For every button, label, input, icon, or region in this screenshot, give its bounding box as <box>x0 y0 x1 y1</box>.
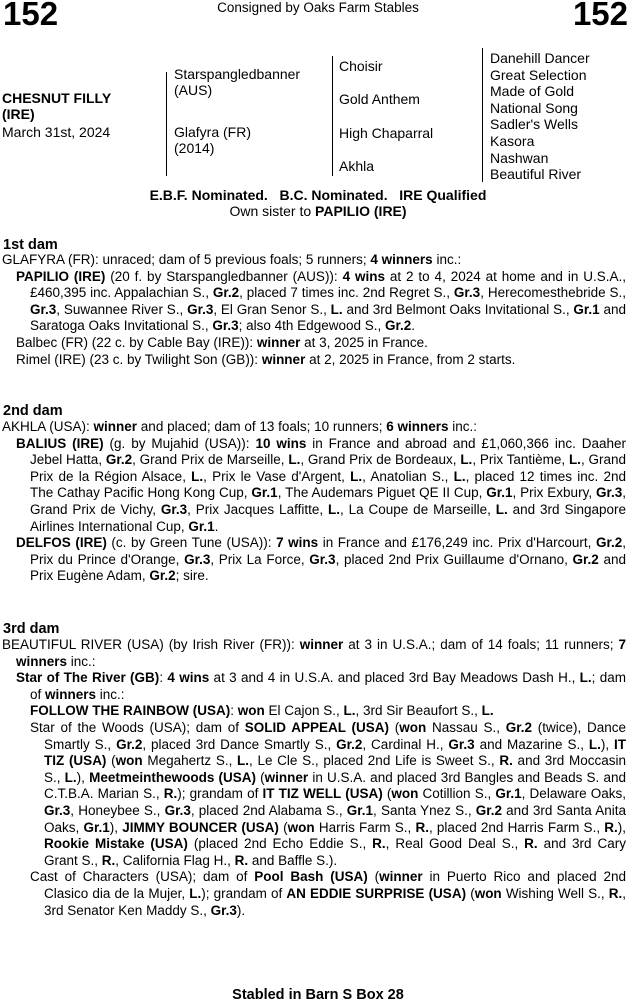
pedigree-dam-dam: Akhla <box>339 158 375 174</box>
pedigree-sire-sire: Choisir <box>339 58 383 74</box>
lot-number-right: 152 <box>572 0 628 32</box>
first-dam-section <box>2 252 626 368</box>
sister-line: Own sister to PAPILIO (IRE) <box>229 203 407 219</box>
lot-number-left: 152 <box>3 0 59 32</box>
pedigree-dam: Glafyra (FR) (2014) <box>174 124 251 156</box>
pedigree-dam-sire: High Chaparral <box>339 125 434 141</box>
first-dam-title: 1st dam <box>3 237 58 253</box>
horse-name-line2: (IRE) <box>2 106 35 122</box>
third-dam-intro: BEAUTIFUL RIVER (USA) (by Irish River (FR)): winner at 3 in U.S.A.; dam of 14 foals; 11 runners; 7 winners inc.: <box>2 637 626 669</box>
second-dam-title: 2nd dam <box>3 403 63 419</box>
produce-record: Star of the Woods (USA); dam of SOLID APPEAL (USA) (won Nassau S., Gr.2 (twice), Dance Smartly S., Gr.2, placed 3rd Dance Smartly S., Gr.2, Cardinal H., Gr.3 and Mazarine S., L.), IT TIZ (USA) (won Megahertz S., L., Le Cle S., placed 2nd Life is Sweet S., R. and 3rd Moccasin S., L.), Meetmeinthewoods (USA) (winner in U.S.A. and placed 3rd Bangles and Beads S. and C.T.B.A. Marian S., R.); grandam of IT TIZ WELL (USA) (won Cotillion S., Gr.1, Delaware Oaks, Gr.3, Honeybee S., Gr.3, placed 2nd Alabama S., Gr.1, Santa Ynez S., Gr.2 and 3rd Santa Anita Oaks, Gr.1), JIMMY BOUNCER (USA) (won Harris Farm S., R., placed 2nd Harris Farm S., R.), Rookie Mistake (USA) (placed 2nd Echo Eddie S., R., Real Good Deal S., R. and 3rd Cary Grant S., R., California Flag H., R. and Baffle S.). <box>30 719 627 868</box>
horse-name-line1: CHESNUT FILLY <box>2 90 112 106</box>
produce-record: BALIUS (IRE) (g. by Mujahid (USA)): 10 wins in France and abroad and £1,060,366 inc. Daaher Jebel Hatta, Gr.2, Grand Prix de Marseille, L., Grand Prix de Bordeaux, L., Prix Tantième, L., Grand Prix de la Région Alsace, L., Prix le Vase d'Argent, L., Anatolian S., L., placed 12 times inc. 2nd The Cathay Pacific Hong Kong Cup, Gr.1, The Audemars Piguet QE II Cup, Gr.1, Prix Exbury, Gr.3, Grand Prix de Vichy, Gr.3, Prix Jacques Laffitte, L., La Coupe de Marseille, L. and 3rd Singapore Airlines International Cup, Gr.1. <box>16 435 626 534</box>
produce-record: FOLLOW THE RAINBOW (USA): won El Cajon S., L., 3rd Sir Beaufort S., L. <box>30 703 494 719</box>
produce-record: Cast of Characters (USA); dam of Pool Bash (USA) (winner in Puerto Rico and placed 2nd Clasico dia de la Mujer, L.); grandam of AN EDDIE SURPRISE (USA) (won Wishing Well S., R., 3rd Senator Ken Maddy S., Gr.3). <box>30 869 627 918</box>
pedigree-divider-3 <box>482 48 483 182</box>
pedigree-sire: Starspangledbanner (AUS) <box>174 66 301 98</box>
pedigree-divider-1 <box>166 72 167 176</box>
pedigree-divider-2 <box>332 56 333 176</box>
consignor: Consigned by Oaks Farm Stables <box>217 0 419 15</box>
third-dam-title: 3rd dam <box>3 621 60 637</box>
stabling-footer: Stabled in Barn S Box 28 <box>232 987 404 1003</box>
horse-name <box>2 90 111 122</box>
produce-record: Balbec (FR) (22 c. by Cable Bay (IRE)): winner at 3, 2025 in France. <box>16 334 428 350</box>
produce-record: PAPILIO (IRE) (20 f. by Starspangledbanner (AUS)): 4 wins at 2 to 4, 2024 at home and in U.S.A., £460,395 inc. Appalachian S., Gr.2, placed 7 times inc. 2nd Regret S., Gr.3, Herecomesthebride S., Gr.3, Suwannee River S., Gr.3, El Gran Senor S., L. and 3rd Belmont Oaks Invitational S., Gr.1 and Saratoga Oaks Invitational S., Gr.3; also 4th Edgewood S., Gr.2. <box>16 268 626 334</box>
second-dam-intro: AKHLA (USA): winner and placed; dam of 13 foals; 10 runners; 6 winners inc.: <box>2 419 478 434</box>
pedigree-sire-dam: Gold Anthem <box>339 91 420 107</box>
first-dam-intro: GLAFYRA (FR): unraced; dam of 5 previous foals; 5 runners; 4 winners inc.: <box>2 252 462 267</box>
nominations: E.B.F. Nominated. B.C. Nominated. IRE Qualified <box>149 187 487 203</box>
foaling-date: March 31st, 2024 <box>2 124 111 140</box>
pedigree-third-generation: Danehill Dancer Great Selection Made of Gold National Song Sadler's Wells Kasora Nashwan Beautiful River <box>490 50 590 183</box>
produce-record: Rimel (IRE) (23 c. by Twilight Son (GB)): winner at 2, 2025 in France, from 2 starts. <box>16 351 516 367</box>
second-dam-section <box>2 419 626 585</box>
produce-record: Star of The River (GB): 4 wins at 3 and 4 in U.S.A. and placed 3rd Bay Meadows Dash H., L.; dam of winners inc.: <box>16 670 627 702</box>
produce-record: DELFOS (IRE) (c. by Green Tune (USA)): 7 wins in France and £176,249 inc. Prix d'Harcourt, Gr.2, Prix du Prince d'Orange, Gr.3, Prix La Force, Gr.3, placed 2nd Prix Guillaume d'Ornano, Gr.2 and Prix Eugène Adam, Gr.2; sire. <box>16 535 627 584</box>
third-dam-section <box>2 637 626 919</box>
